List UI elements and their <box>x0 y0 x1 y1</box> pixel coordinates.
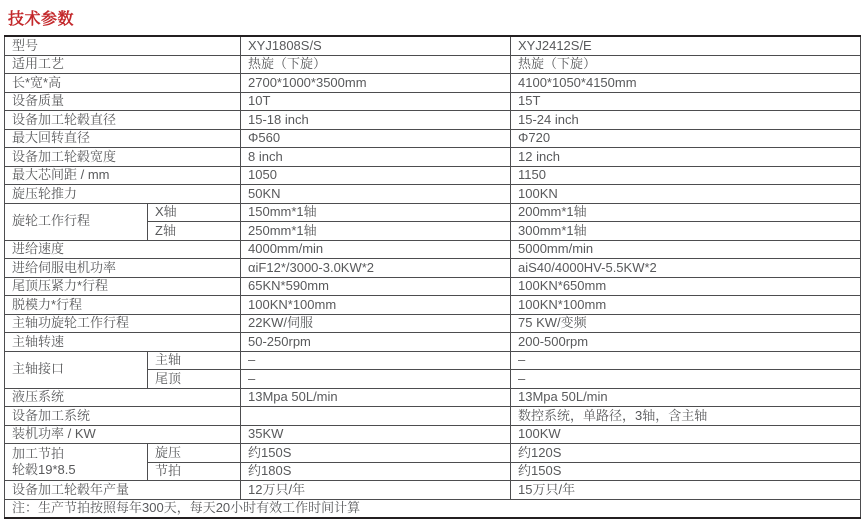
spec-table <box>4 35 861 519</box>
value-b: 100KN*100mm <box>511 296 861 315</box>
param-label: 旋压轮推力 <box>5 185 241 204</box>
value-a: 热旋（下旋） <box>241 55 511 74</box>
value-b: 4100*1050*4150mm <box>511 74 861 93</box>
row-annual-output <box>5 481 861 500</box>
row-work-stroke-x <box>5 203 861 222</box>
row-hub-width <box>5 148 861 167</box>
value-b: 约120S <box>511 444 861 463</box>
param-label: 脱模力*行程 <box>5 296 241 315</box>
param-sub-label: 尾顶 <box>148 370 241 389</box>
value-b: 5000mm/min <box>511 240 861 259</box>
param-sub-label: 节拍 <box>148 462 241 481</box>
param-label: 主轴功旋轮工作行程 <box>5 314 241 333</box>
param-label: 设备质量 <box>5 92 241 111</box>
row-roller-thrust <box>5 185 861 204</box>
param-label: 主轴接口 <box>5 351 148 388</box>
param-label: 液压系统 <box>5 388 241 407</box>
param-label-line2: 轮毂19*8.5 <box>12 462 76 477</box>
value-b: 75 KW/变频 <box>511 314 861 333</box>
param-sub-label: X轴 <box>148 203 241 222</box>
row-cycle-spinning <box>5 444 861 463</box>
value-a: 2700*1000*3500mm <box>241 74 511 93</box>
value-b: 15万只/年 <box>511 481 861 500</box>
row-spindle-interface-main <box>5 351 861 370</box>
value-a: 150mm*1轴 <box>241 203 511 222</box>
value-b: 15-24 inch <box>511 111 861 130</box>
value-b: 15T <box>511 92 861 111</box>
spec-sheet-page <box>0 6 864 516</box>
table-note: 注：生产节拍按照每年300天，每天20小时有效工作时间计算 <box>5 499 861 518</box>
row-installed-power <box>5 425 861 444</box>
value-a: 15-18 inch <box>241 111 511 130</box>
param-label: 设备加工轮毂宽度 <box>5 148 241 167</box>
row-tailstock <box>5 277 861 296</box>
value-b: aiS40/4000HV-5.5KW*2 <box>511 259 861 278</box>
value-b: 1150 <box>511 166 861 185</box>
value-b: 12 inch <box>511 148 861 167</box>
value-a: 4000mm/min <box>241 240 511 259</box>
value-b: 100KW <box>511 425 861 444</box>
param-label: 最大芯间距 / mm <box>5 166 241 185</box>
value-a: αiF12*/3000-3.0KW*2 <box>241 259 511 278</box>
param-label: 旋轮工作行程 <box>5 203 148 240</box>
row-dimensions <box>5 74 861 93</box>
param-label: 进给伺服电机功率 <box>5 259 241 278</box>
value-b: 200-500rpm <box>511 333 861 352</box>
param-label: 尾顶压紧力*行程 <box>5 277 241 296</box>
value-a: 50KN <box>241 185 511 204</box>
value-b: 热旋（下旋） <box>511 55 861 74</box>
value-b: 约150S <box>511 462 861 481</box>
row-demold <box>5 296 861 315</box>
param-label: 设备加工系统 <box>5 407 241 426</box>
row-servo-power <box>5 259 861 278</box>
page-title: 技术参数 <box>8 11 75 28</box>
value-a <box>241 407 511 426</box>
param-label <box>5 444 148 481</box>
value-a: 1050 <box>241 166 511 185</box>
value-b: 100KN*650mm <box>511 277 861 296</box>
param-label: 最大回转直径 <box>5 129 241 148</box>
row-feed-speed <box>5 240 861 259</box>
param-label: 装机功率 / KW <box>5 425 241 444</box>
value-a: 65KN*590mm <box>241 277 511 296</box>
value-b: 13Mpa 50L/min <box>511 388 861 407</box>
value-a: 50-250rpm <box>241 333 511 352</box>
value-a: 约150S <box>241 444 511 463</box>
value-b: Φ720 <box>511 129 861 148</box>
param-label: 主轴转速 <box>5 333 241 352</box>
row-note <box>5 499 861 518</box>
row-spindle-speed <box>5 333 861 352</box>
row-weight <box>5 92 861 111</box>
value-a: 22KW/伺服 <box>241 314 511 333</box>
row-max-core-distance <box>5 166 861 185</box>
value-a: 12万只/年 <box>241 481 511 500</box>
param-label: 设备加工轮毂年产量 <box>5 481 241 500</box>
param-label-line1: 加工节拍 <box>12 445 65 461</box>
value-b: XYJ2412S/E <box>511 36 861 55</box>
value-a: – <box>241 370 511 389</box>
param-label: 进给速度 <box>5 240 241 259</box>
row-spindle-power <box>5 314 861 333</box>
row-hub-diameter <box>5 111 861 130</box>
param-label: 型号 <box>5 36 241 55</box>
param-sub-label: 主轴 <box>148 351 241 370</box>
value-b: – <box>511 351 861 370</box>
value-b: 数控系统，单路径，3轴，含主轴 <box>511 407 861 426</box>
row-control-system <box>5 407 861 426</box>
row-process <box>5 55 861 74</box>
param-sub-label: Z轴 <box>148 222 241 241</box>
row-hydraulic <box>5 388 861 407</box>
value-a: 10T <box>241 92 511 111</box>
value-b: – <box>511 370 861 389</box>
param-sub-label: 旋压 <box>148 444 241 463</box>
value-a: 13Mpa 50L/min <box>241 388 511 407</box>
value-b: 300mm*1轴 <box>511 222 861 241</box>
value-a: 8 inch <box>241 148 511 167</box>
param-label: 适用工艺 <box>5 55 241 74</box>
value-a: – <box>241 351 511 370</box>
value-a: 100KN*100mm <box>241 296 511 315</box>
value-a: XYJ1808S/S <box>241 36 511 55</box>
param-label: 设备加工轮毂直径 <box>5 111 241 130</box>
param-label: 长*宽*高 <box>5 74 241 93</box>
value-a: 约180S <box>241 462 511 481</box>
value-a: 35KW <box>241 425 511 444</box>
value-b: 100KN <box>511 185 861 204</box>
value-b: 200mm*1轴 <box>511 203 861 222</box>
row-model <box>5 36 861 55</box>
value-a: 250mm*1轴 <box>241 222 511 241</box>
row-max-rotation-diameter <box>5 129 861 148</box>
value-a: Φ560 <box>241 129 511 148</box>
